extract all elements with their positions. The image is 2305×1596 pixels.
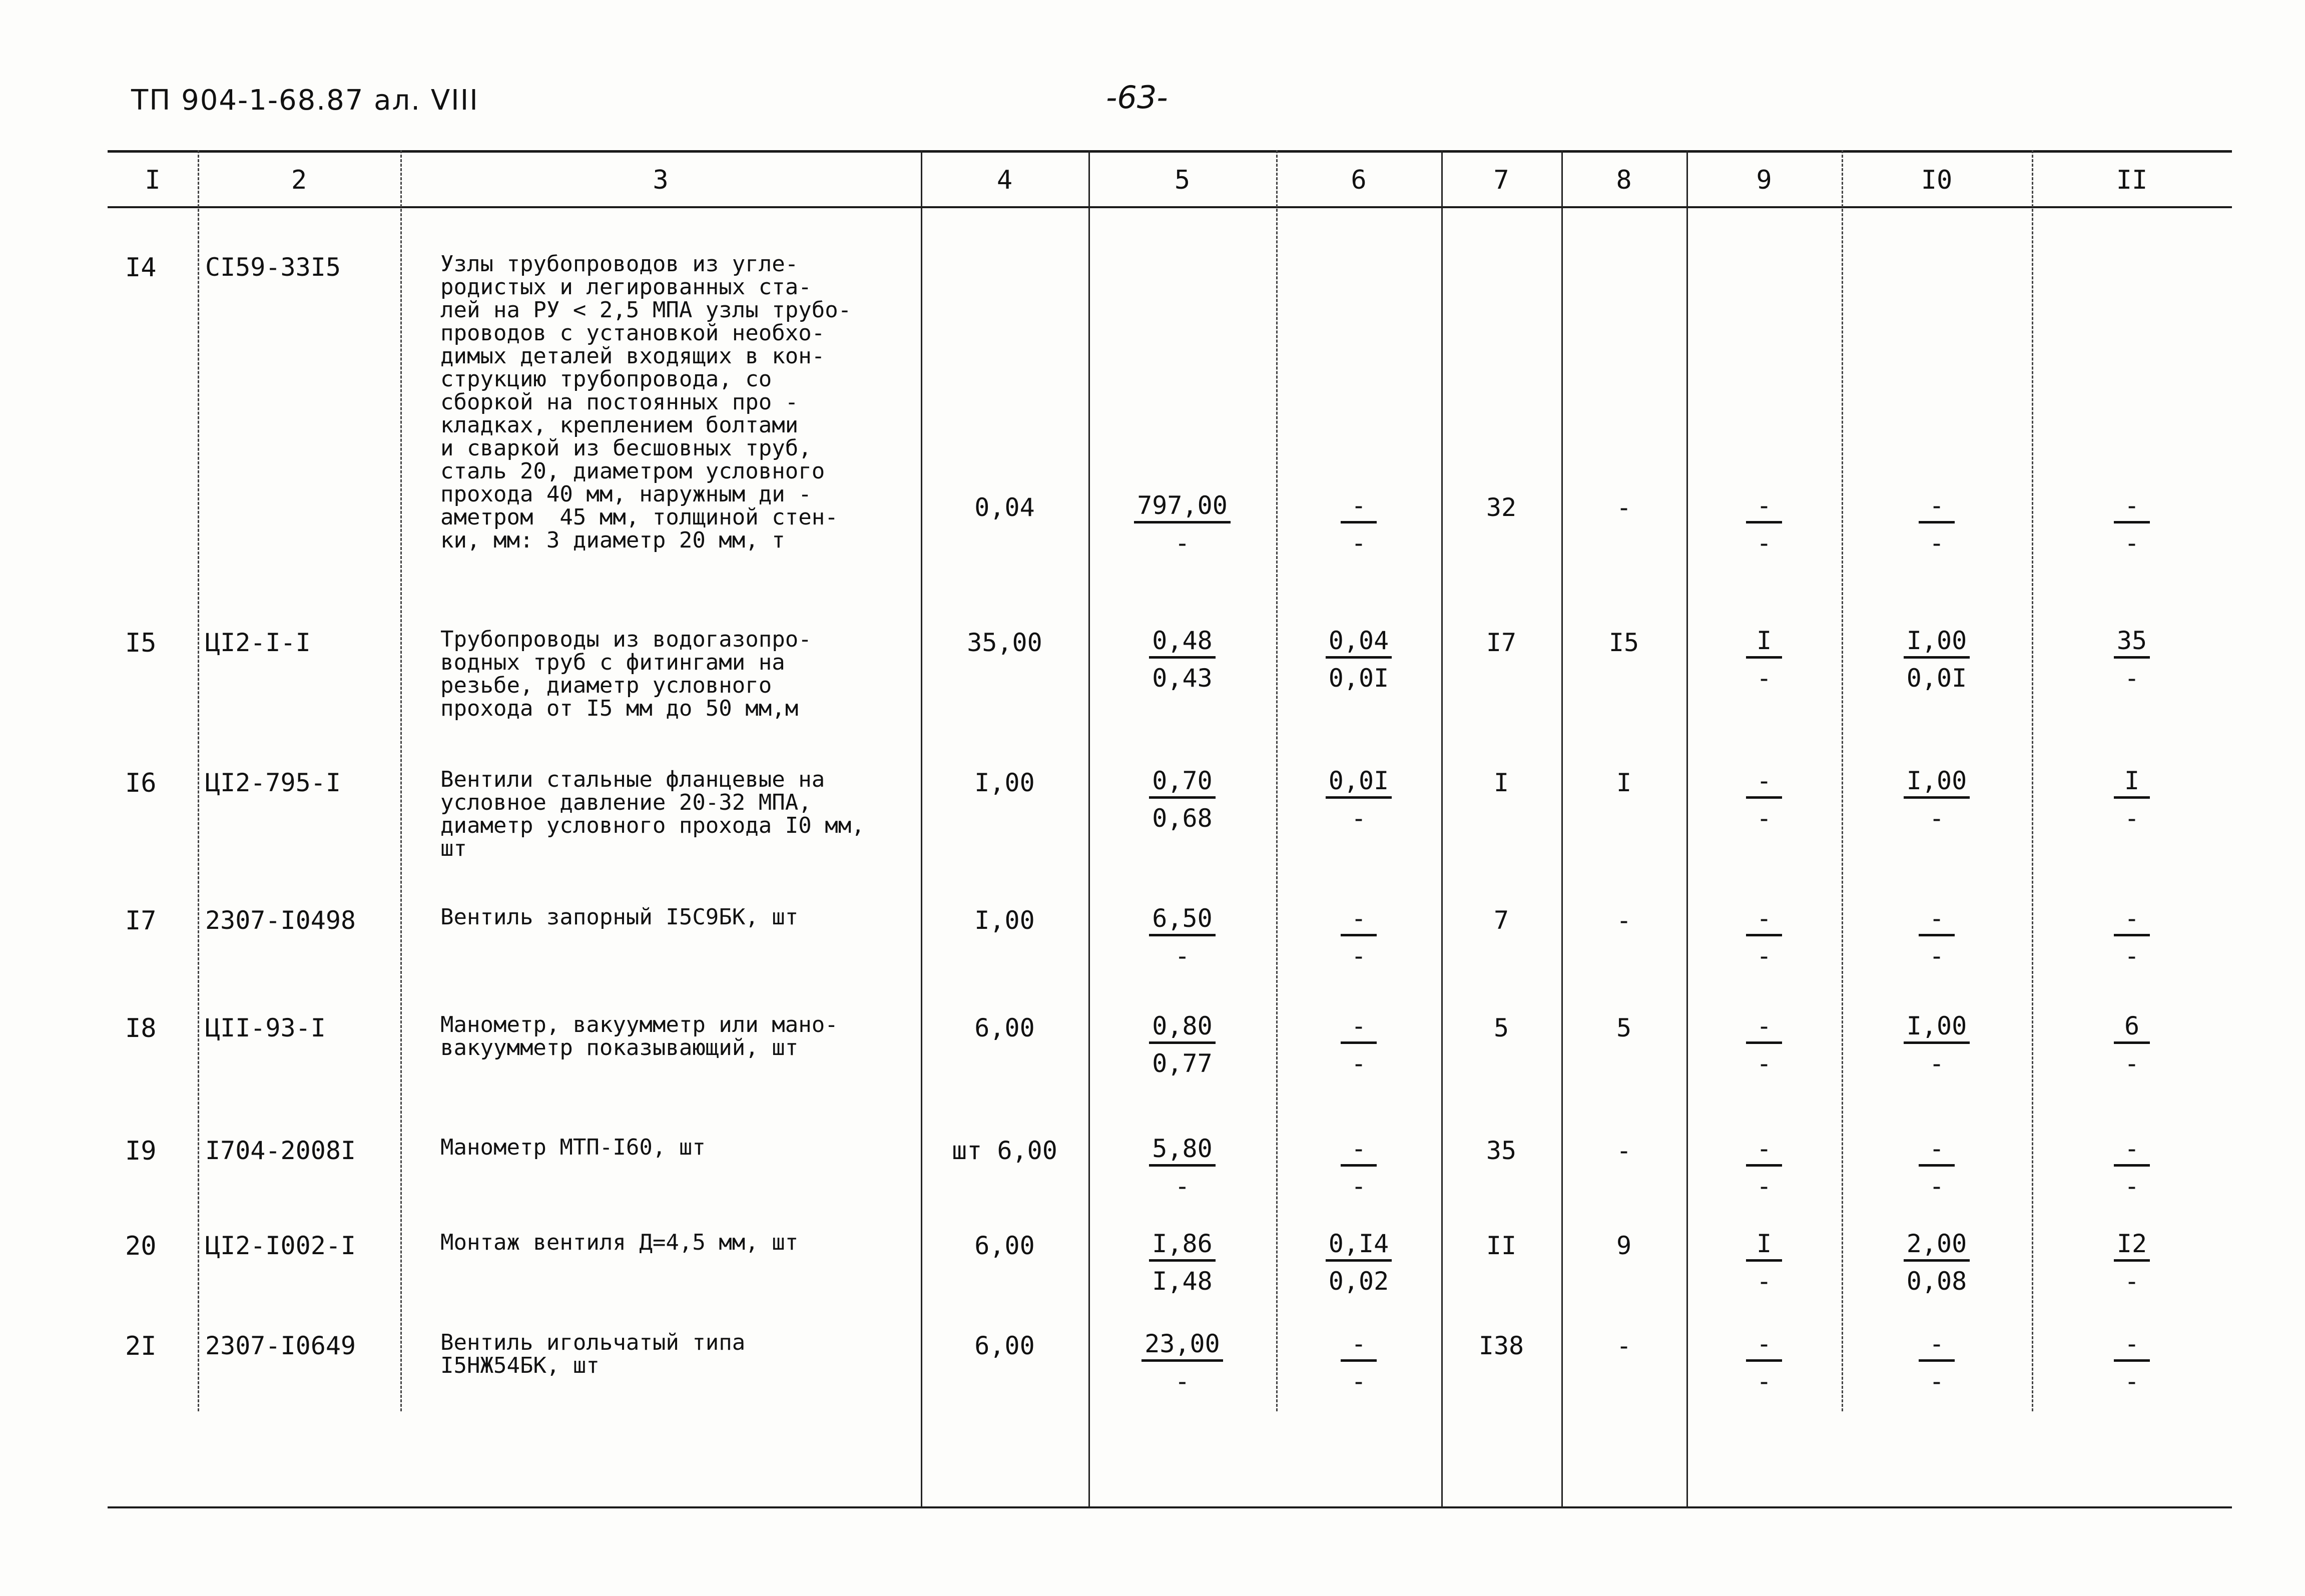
unit-cost-numerator: 23,00 [1141, 1331, 1223, 1362]
col10-value [1842, 906, 2032, 968]
col9-value-numerator: I [1746, 1231, 1782, 1262]
col7-value: I7 [1486, 628, 1517, 657]
item-code: 2307-I0498 [205, 906, 356, 935]
col8-value: 9 [1616, 1231, 1632, 1260]
col8-value: - [1616, 906, 1632, 935]
col7-value: 7 [1493, 906, 1509, 935]
unit-cost-denominator: - [1175, 941, 1190, 970]
col11-value [2032, 906, 2232, 968]
col11-value [2032, 1331, 2232, 1394]
item-description: Вентиль запорный I5С9БК, шт [440, 904, 799, 930]
quantity: 0,04 [974, 493, 1035, 522]
quantity: I,00 [974, 906, 1035, 935]
col9-value [1686, 1231, 1842, 1294]
col10-value-numerator: - [1919, 1331, 1955, 1362]
col11-value-numerator: I2 [2114, 1231, 2150, 1262]
item-description: Вентили стальные фланцевые на условное давление 20-32 МПА, диаметр условного прохода I0 мм, шт [440, 767, 865, 861]
item-code: ЦII-93-I [205, 1013, 326, 1042]
column-number: II [2116, 165, 2148, 195]
unit-cost-denominator: I,48 [1152, 1267, 1213, 1296]
column-number: 5 [1174, 165, 1191, 195]
unit-cost-denominator: - [1175, 1367, 1190, 1396]
unit-cost-denominator: 0,77 [1152, 1049, 1213, 1078]
col8-value: - [1616, 1331, 1632, 1360]
col11-value-denominator: - [2124, 1267, 2140, 1296]
col7-value: 5 [1493, 1013, 1509, 1042]
col11-value [2032, 493, 2232, 556]
row-number: I9 [125, 1136, 157, 1166]
column-divider [921, 150, 924, 1507]
col9-value-denominator: - [1756, 1049, 1772, 1078]
row-number: I7 [125, 906, 157, 936]
col11-value-numerator: 6 [2114, 1013, 2150, 1044]
col9-value-numerator: - [1746, 906, 1782, 936]
col9-value [1686, 1013, 1842, 1076]
col6-value-numerator: - [1341, 906, 1377, 936]
row-number: I4 [125, 253, 157, 283]
quantity: 6,00 [974, 1331, 1035, 1360]
col10-value-numerator: I,00 [1904, 628, 1970, 659]
col10-value [1842, 493, 2032, 556]
unit-cost-denominator: 0,43 [1152, 664, 1213, 693]
unit-cost-numerator: 797,00 [1134, 493, 1231, 523]
col10-value-numerator: - [1919, 493, 1955, 523]
column-number: I0 [1921, 165, 1953, 195]
column-number: 7 [1493, 165, 1509, 195]
col11-value-numerator: I [2114, 768, 2150, 799]
col11-value [2032, 768, 2232, 831]
col11-value-denominator: - [2124, 1049, 2140, 1078]
col6-value [1276, 1013, 1441, 1076]
col9-value-denominator: - [1756, 1172, 1772, 1201]
col9-value [1686, 493, 1842, 556]
column-divider [198, 150, 201, 1411]
unit-cost-numerator: 0,70 [1149, 768, 1215, 799]
page-number: -63- [1106, 79, 1168, 116]
col11-value-denominator: - [2124, 1367, 2140, 1396]
unit-cost [1088, 493, 1276, 556]
col9-value-numerator: - [1746, 1013, 1782, 1044]
col6-value [1276, 768, 1441, 831]
col9-value-denominator: - [1756, 1367, 1772, 1396]
column-number: 2 [291, 165, 307, 195]
col11-value-denominator: - [2124, 941, 2140, 970]
col11-value-numerator: - [2114, 906, 2150, 936]
col7-value: I38 [1478, 1331, 1524, 1360]
col10-value-numerator: - [1919, 1136, 1955, 1167]
unit-cost-numerator: 0,80 [1149, 1013, 1215, 1044]
col8-value: I [1616, 768, 1632, 797]
col9-value [1686, 906, 1842, 968]
col6-value [1276, 1331, 1441, 1394]
col10-value-denominator: - [1929, 941, 1945, 970]
unit-cost-numerator: 5,80 [1149, 1136, 1215, 1167]
item-description: Вентиль игольчатый типа I5НЖ54БК, шт [440, 1330, 746, 1378]
col9-value-denominator: - [1756, 804, 1772, 833]
quantity: шт 6,00 [952, 1136, 1057, 1165]
col6-value [1276, 906, 1441, 968]
col8-value: 5 [1616, 1013, 1632, 1042]
col6-value-numerator: 0,0I [1326, 768, 1392, 799]
column-number: 6 [1351, 165, 1367, 195]
column-number: 8 [1616, 165, 1632, 195]
col8-value: - [1616, 493, 1632, 522]
quantity: I,00 [974, 768, 1035, 797]
col6-value-numerator: 0,04 [1326, 628, 1392, 659]
unit-cost-numerator: I,86 [1149, 1231, 1215, 1262]
col7-value: II [1486, 1231, 1517, 1260]
col7-value: 35 [1486, 1136, 1517, 1165]
item-description: Монтаж вентиля Д=4,5 мм, шт [440, 1230, 799, 1255]
col9-value-denominator: - [1756, 941, 1772, 970]
column-divider [400, 150, 403, 1411]
col9-value [1686, 768, 1842, 831]
table-top-rule [108, 150, 2232, 153]
col10-value-numerator: - [1919, 906, 1955, 936]
item-code: СI59-33I5 [205, 253, 341, 282]
col10-value-denominator: - [1929, 1172, 1945, 1201]
col11-value-denominator: - [2124, 664, 2140, 693]
col6-value-denominator: - [1351, 941, 1367, 970]
table-bottom-rule [108, 1506, 2232, 1508]
item-code: 2307-I0649 [205, 1331, 356, 1360]
column-divider [1441, 150, 1445, 1507]
col7-value: 32 [1486, 493, 1517, 522]
unit-cost-numerator: 0,48 [1149, 628, 1215, 659]
col10-value-denominator: - [1929, 1367, 1945, 1396]
col9-value-denominator: - [1756, 528, 1772, 558]
col10-value-denominator: - [1929, 1049, 1945, 1078]
col9-value-denominator: - [1756, 664, 1772, 693]
col6-value [1276, 1136, 1441, 1199]
col6-value-denominator: 0,0I [1328, 664, 1389, 693]
col10-value-numerator: I,00 [1904, 1013, 1970, 1044]
col11-value-numerator: 35 [2114, 628, 2150, 659]
column-number: I [145, 165, 161, 195]
row-number: 2I [125, 1331, 157, 1361]
table-header-rule [108, 206, 2232, 208]
col6-value-denominator: - [1351, 528, 1367, 558]
item-code: ЦI2-795-I [205, 768, 341, 797]
col6-value-numerator: - [1341, 1331, 1377, 1362]
row-number: I5 [125, 628, 157, 658]
col9-value-denominator: - [1756, 1267, 1772, 1296]
col8-value: I5 [1608, 628, 1639, 657]
col11-value-numerator: - [2114, 493, 2150, 523]
col6-value [1276, 493, 1441, 556]
col8-value: - [1616, 1136, 1632, 1165]
unit-cost [1088, 1331, 1276, 1394]
col10-value-denominator: - [1929, 528, 1945, 558]
col9-value-numerator: - [1746, 1136, 1782, 1167]
item-code: ЦI2-I002-I [205, 1231, 356, 1260]
col6-value-numerator: - [1341, 1136, 1377, 1167]
col7-value: I [1493, 768, 1509, 797]
quantity: 6,00 [974, 1231, 1035, 1260]
quantity: 6,00 [974, 1013, 1035, 1042]
col9-value [1686, 1136, 1842, 1199]
col11-value [2032, 1136, 2232, 1199]
col11-value-numerator: - [2114, 1136, 2150, 1167]
col11-value-denominator: - [2124, 804, 2140, 833]
document-code: ТП 904-1-68.87 ал. VIII [131, 84, 479, 117]
unit-cost-denominator: 0,68 [1152, 804, 1213, 833]
row-number: I6 [125, 768, 157, 798]
col10-value-numerator: I,00 [1904, 768, 1970, 799]
col9-value-numerator: I [1746, 628, 1782, 659]
unit-cost [1088, 1231, 1276, 1294]
col10-value [1842, 628, 2032, 691]
col10-value [1842, 1231, 2032, 1294]
col6-value-denominator: - [1351, 1172, 1367, 1201]
col10-value [1842, 1013, 2032, 1076]
col11-value [2032, 1231, 2232, 1294]
column-divider [1561, 150, 1565, 1507]
col6-value [1276, 628, 1441, 691]
item-description: Манометр МТП-I60, шт [440, 1135, 706, 1160]
col9-value-numerator: - [1746, 493, 1782, 523]
col9-value [1686, 1331, 1842, 1394]
col6-value-numerator: - [1341, 1013, 1377, 1044]
col11-value [2032, 1013, 2232, 1076]
col11-value-denominator: - [2124, 1172, 2140, 1201]
unit-cost-denominator: - [1175, 528, 1190, 558]
unit-cost-numerator: 6,50 [1149, 906, 1215, 936]
col6-value-numerator: 0,I4 [1326, 1231, 1392, 1262]
item-code: ЦI2-I-I [205, 628, 311, 657]
col6-value-denominator: - [1351, 804, 1367, 833]
row-number: 20 [125, 1231, 157, 1261]
column-number: 4 [996, 165, 1013, 195]
unit-cost [1088, 628, 1276, 691]
col11-value [2032, 628, 2232, 691]
col6-value-denominator: - [1351, 1367, 1367, 1396]
col10-value-denominator: 0,08 [1906, 1267, 1967, 1296]
item-description: Манометр, вакуумметр или мано- вакуумметр показывающий, шт [440, 1012, 838, 1060]
col9-value-numerator: - [1746, 768, 1782, 799]
quantity: 35,00 [967, 628, 1042, 657]
col10-value-denominator: - [1929, 804, 1945, 833]
unit-cost [1088, 1136, 1276, 1199]
col6-value-denominator: 0,02 [1328, 1267, 1389, 1296]
item-code: I704-2008I [205, 1136, 356, 1165]
col10-value [1842, 1136, 2032, 1199]
unit-cost [1088, 1013, 1276, 1076]
col6-value-denominator: - [1351, 1049, 1367, 1078]
col9-value [1686, 628, 1842, 691]
col11-value-numerator: - [2114, 1331, 2150, 1362]
column-number: 9 [1756, 165, 1772, 195]
col9-value-numerator: - [1746, 1331, 1782, 1362]
col11-value-denominator: - [2124, 528, 2140, 558]
unit-cost-denominator: - [1175, 1172, 1190, 1201]
item-description: Узлы трубопроводов из угле- родистых и легированных ста- лей на РУ < 2,5 МПА узлы трубо- проводов с установкой необхо- димых деталей входящих в кон- струкцию трубопровода, со сборкой на постоянных про - кладках, креплением болтами и сваркой из бесшовных труб, сталь 20, диаметром условного прохода 40 мм, наружным ди - аметром 45 мм, толщиной стен- ки, мм: 3 диаметр 20 мм, т [440, 251, 852, 553]
unit-cost [1088, 768, 1276, 831]
col6-value [1276, 1231, 1441, 1294]
row-number: I8 [125, 1013, 157, 1043]
col10-value [1842, 1331, 2032, 1394]
col10-value [1842, 768, 2032, 831]
unit-cost [1088, 906, 1276, 968]
col6-value-numerator: - [1341, 493, 1377, 523]
col10-value-denominator: 0,0I [1906, 664, 1967, 693]
column-number: 3 [653, 165, 669, 195]
item-description: Трубопроводы из водогазопро- водных труб с фитингами на резьбе, диаметр условного прохода от I5 мм до 50 мм,м [440, 627, 812, 721]
col10-value-numerator: 2,00 [1904, 1231, 1970, 1262]
